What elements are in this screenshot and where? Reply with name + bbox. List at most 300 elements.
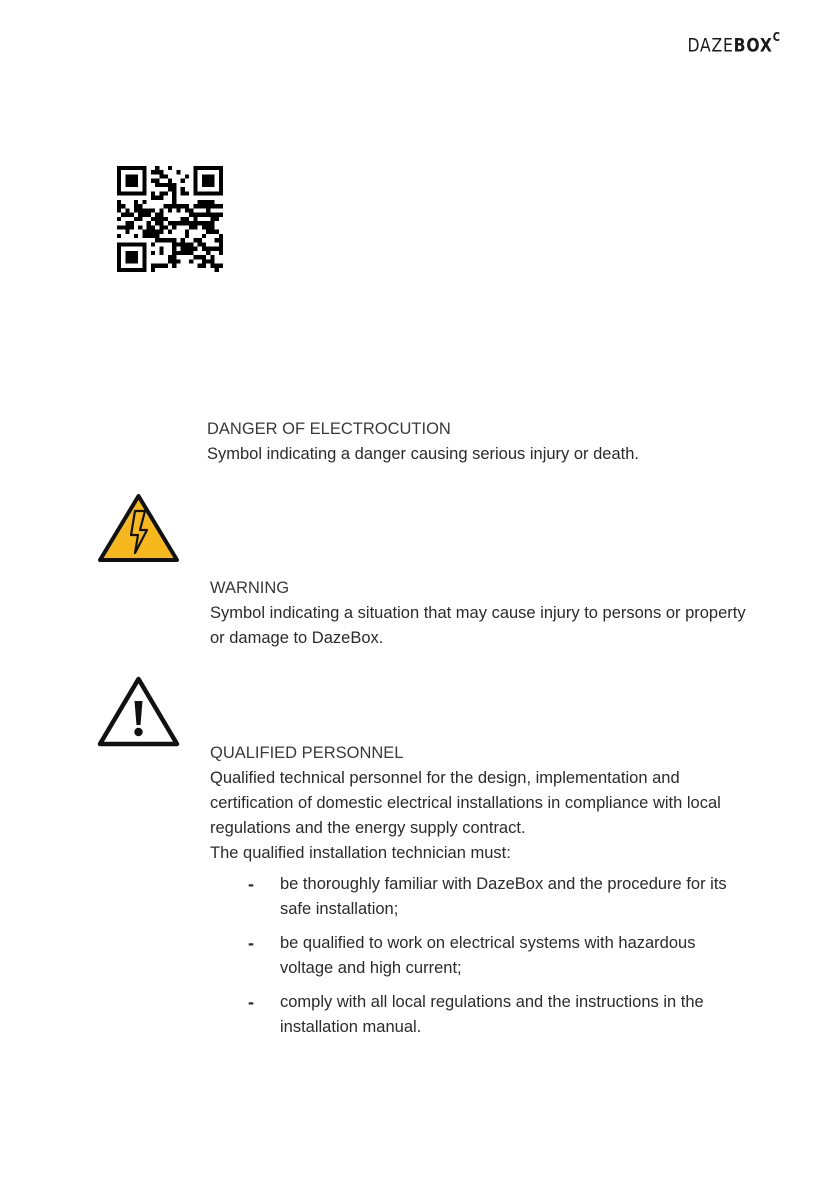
qr-code-icon[interactable] [117, 166, 223, 272]
qr-module [189, 247, 193, 251]
qr-module [176, 259, 180, 263]
qr-module [117, 187, 121, 191]
qr-module [134, 183, 138, 187]
qr-module [121, 242, 125, 246]
list-item: - be qualified to work on electrical systems with hazardous voltage and high current; [248, 933, 696, 977]
qr-module [142, 170, 146, 174]
qr-module [117, 264, 121, 268]
qr-module [155, 179, 159, 183]
qr-module [172, 225, 176, 229]
qr-module [206, 225, 210, 229]
section-heading: DANGER OF ELECTROCUTION [207, 420, 451, 438]
qr-module [134, 200, 138, 204]
qr-module [164, 174, 168, 178]
qr-module [176, 208, 180, 212]
qr-module [219, 179, 223, 183]
qr-module [206, 259, 210, 263]
qr-module [210, 259, 214, 263]
qr-module [125, 221, 129, 225]
qualified-personnel-section [210, 741, 770, 1049]
qr-module [219, 213, 223, 217]
section-text: Symbol indicating a situation that may cause injury to persons or property or damage to DazeBox. [210, 604, 746, 647]
qr-module [210, 264, 214, 268]
qr-module [198, 238, 202, 242]
qr-module [210, 217, 214, 221]
qr-module [134, 268, 138, 272]
qr-module [121, 225, 125, 229]
qr-module [198, 242, 202, 246]
qr-module [193, 213, 197, 217]
qr-module [202, 213, 206, 217]
qr-module [117, 268, 121, 272]
electrocution-warning-icon [97, 493, 180, 563]
qr-module [138, 213, 142, 217]
qr-module [130, 251, 134, 255]
qr-module [202, 259, 206, 263]
qr-module [181, 191, 185, 195]
qr-module [117, 234, 121, 238]
qr-module [125, 259, 129, 263]
qr-module [117, 166, 121, 170]
qr-module [198, 264, 202, 268]
qr-module [210, 225, 214, 229]
qr-module [176, 170, 180, 174]
qr-module [147, 213, 151, 217]
section-heading: WARNING [210, 579, 290, 597]
qr-module [164, 264, 168, 268]
qr-module [215, 230, 219, 234]
qr-module [164, 217, 168, 221]
qr-module [172, 264, 176, 268]
qr-module [189, 221, 193, 225]
qr-module [117, 242, 121, 246]
qr-module [172, 247, 176, 251]
qr-module [219, 247, 223, 251]
qr-module [193, 217, 197, 221]
qr-module [130, 225, 134, 229]
qr-module [142, 259, 146, 263]
qr-module [210, 191, 214, 195]
qr-module [159, 174, 163, 178]
qr-module [159, 247, 163, 251]
qr-module [164, 183, 168, 187]
qr-module [206, 166, 210, 170]
qr-module [210, 221, 214, 225]
qr-module [193, 221, 197, 225]
qr-module [138, 242, 142, 246]
qr-module [117, 247, 121, 251]
qr-module [142, 174, 146, 178]
qr-module [117, 183, 121, 187]
section-text: Symbol indicating a danger causing serious injury or death. [207, 445, 639, 463]
bullet-dash: - [248, 874, 254, 894]
qr-module [210, 200, 214, 204]
qr-module [121, 191, 125, 195]
qr-module [168, 187, 172, 191]
qr-module [210, 183, 214, 187]
qr-module [164, 191, 168, 195]
qr-module [125, 208, 129, 212]
qr-module [185, 174, 189, 178]
qr-module [185, 242, 189, 246]
qr-module [219, 166, 223, 170]
qr-module [181, 238, 185, 242]
qr-module [134, 255, 138, 259]
qr-module [172, 242, 176, 246]
danger-of-electrocution-section [207, 417, 767, 467]
qr-module [142, 213, 146, 217]
qr-module [189, 213, 193, 217]
qr-module [193, 174, 197, 178]
qr-module [130, 174, 134, 178]
qr-module [219, 170, 223, 174]
qr-module [219, 234, 223, 238]
qr-module [172, 259, 176, 263]
qr-module [210, 204, 214, 208]
qr-module [151, 230, 155, 234]
qr-module [168, 183, 172, 187]
warning-section [210, 576, 770, 651]
general-warning-icon [97, 675, 180, 747]
qr-module [189, 208, 193, 212]
qr-module [117, 217, 121, 221]
qr-module [155, 166, 159, 170]
qr-module [138, 191, 142, 195]
qr-module [202, 166, 206, 170]
qr-module [117, 200, 121, 204]
qr-module [193, 238, 197, 242]
qr-module [181, 221, 185, 225]
qr-module [202, 204, 206, 208]
qr-module [125, 251, 129, 255]
qr-module [193, 170, 197, 174]
qr-module [155, 221, 159, 225]
bullet-dash: - [248, 933, 254, 953]
qr-module [134, 174, 138, 178]
qr-module [206, 247, 210, 251]
qr-module [147, 230, 151, 234]
qr-module [172, 221, 176, 225]
qr-module [219, 191, 223, 195]
qr-module [168, 238, 172, 242]
qr-module [210, 255, 214, 259]
qr-module [185, 234, 189, 238]
list-item: - comply with all local regulations and the instructions in the installation manual. [248, 992, 704, 1036]
qr-module [185, 251, 189, 255]
qr-module [134, 166, 138, 170]
qr-module [210, 213, 214, 217]
qr-module [151, 208, 155, 212]
qr-module [142, 183, 146, 187]
qr-module [138, 268, 142, 272]
qr-module [159, 230, 163, 234]
qr-module [164, 225, 168, 229]
qr-module [117, 225, 121, 229]
qr-module [117, 251, 121, 255]
qr-module [168, 166, 172, 170]
qr-module [185, 221, 189, 225]
qr-module [202, 179, 206, 183]
qr-module [138, 208, 142, 212]
qr-module [130, 259, 134, 263]
qr-module [142, 242, 146, 246]
qr-module [206, 213, 210, 217]
qr-module [181, 217, 185, 221]
qr-module [117, 170, 121, 174]
qr-module [172, 200, 176, 204]
qr-module [219, 251, 223, 255]
qr-module [206, 179, 210, 183]
qr-module [125, 166, 129, 170]
section-text: Qualified technical personnel for the design, implementation and certification of domestic electrical installations in compliance with local regulations and the energy supply contract. [210, 769, 721, 837]
qr-module [189, 259, 193, 263]
section-heading: QUALIFIED PERSONNEL [210, 744, 404, 762]
qr-module [185, 191, 189, 195]
qr-module [193, 187, 197, 191]
qr-module [219, 264, 223, 268]
qr-module [151, 217, 155, 221]
qr-module [147, 225, 151, 229]
qr-module [189, 225, 193, 229]
qr-module [176, 242, 180, 246]
qr-module [142, 251, 146, 255]
qr-module [125, 179, 129, 183]
qr-module [159, 238, 163, 242]
qr-module [168, 179, 172, 183]
requirements-list [210, 872, 770, 1040]
qr-module [142, 230, 146, 234]
qr-module [130, 221, 134, 225]
qr-module [193, 183, 197, 187]
qr-module [117, 174, 121, 178]
qr-module [168, 221, 172, 225]
qr-module [215, 191, 219, 195]
qr-module [155, 196, 159, 200]
qr-module [210, 166, 214, 170]
qr-module [155, 217, 159, 221]
qr-module [134, 179, 138, 183]
qr-module [172, 251, 176, 255]
qr-module [117, 255, 121, 259]
qr-module [202, 200, 206, 204]
qr-module [121, 268, 125, 272]
qr-module [168, 208, 172, 212]
qr-module [125, 213, 129, 217]
qr-module [147, 234, 151, 238]
qr-module [159, 191, 163, 195]
qr-module [181, 251, 185, 255]
qr-module [121, 204, 125, 208]
qr-module [151, 268, 155, 272]
qr-module [193, 191, 197, 195]
qr-module [142, 166, 146, 170]
qr-module [151, 179, 155, 183]
qr-module [215, 247, 219, 251]
qr-module [206, 208, 210, 212]
qr-module [138, 217, 142, 221]
qr-module [125, 268, 129, 272]
qr-module [172, 204, 176, 208]
qr-module [155, 234, 159, 238]
qr-module [164, 238, 168, 242]
qr-module [125, 191, 129, 195]
qr-module [215, 213, 219, 217]
qr-module [147, 208, 151, 212]
qr-module [215, 204, 219, 208]
qr-module [181, 204, 185, 208]
bullet-dash: - [248, 992, 254, 1012]
qr-module [159, 213, 163, 217]
qr-module [117, 208, 121, 212]
qr-module [142, 208, 146, 212]
qr-module [151, 191, 155, 195]
qr-module [155, 183, 159, 187]
qr-module [193, 225, 197, 229]
qr-module [142, 268, 146, 272]
qr-module [202, 225, 206, 229]
qr-module [142, 187, 146, 191]
qr-module [215, 268, 219, 272]
qr-module [125, 242, 129, 246]
dazebox-logo: $DAZEBOX^C$ [687, 30, 781, 57]
qr-module [168, 255, 172, 259]
qr-module [117, 191, 121, 195]
qr-module [210, 230, 214, 234]
qr-module [198, 255, 202, 259]
qr-module [159, 208, 163, 212]
qr-module [134, 208, 138, 212]
qr-module [138, 204, 142, 208]
qr-module [219, 238, 223, 242]
list-item: - be thoroughly familiar with DazeBox and the procedure for its safe installation; [248, 874, 727, 918]
qr-module [215, 166, 219, 170]
qr-module [219, 204, 223, 208]
qr-module [181, 179, 185, 183]
qr-module [134, 204, 138, 208]
qr-module [142, 191, 146, 195]
qr-module [185, 217, 189, 221]
qr-module [134, 259, 138, 263]
qr-module [125, 255, 129, 259]
qr-module [130, 213, 134, 217]
qr-module [159, 196, 163, 200]
qr-module [202, 264, 206, 268]
qr-module [138, 225, 142, 229]
qr-module [142, 234, 146, 238]
qr-module [130, 179, 134, 183]
qr-module [117, 259, 121, 263]
qr-module [147, 221, 151, 225]
qr-module [130, 191, 134, 195]
qr-module [125, 225, 129, 229]
qr-module [125, 230, 129, 234]
qr-module [155, 170, 159, 174]
qr-module [151, 170, 155, 174]
qr-module [130, 268, 134, 272]
qr-module [159, 221, 163, 225]
list-intro: The qualified installation technician must: [210, 844, 511, 862]
qr-module [138, 166, 142, 170]
qr-module [206, 204, 210, 208]
qr-module [189, 242, 193, 246]
qr-module [198, 204, 202, 208]
qr-module [193, 166, 197, 170]
qr-module [176, 204, 180, 208]
qr-module [202, 183, 206, 187]
qr-module [151, 234, 155, 238]
qr-module [142, 264, 146, 268]
qr-module [134, 251, 138, 255]
qr-module [130, 242, 134, 246]
qr-module [210, 247, 214, 251]
qr-module [206, 183, 210, 187]
qr-module [189, 251, 193, 255]
qr-module [206, 200, 210, 204]
qr-module [134, 234, 138, 238]
qr-module [117, 179, 121, 183]
qr-module [198, 166, 202, 170]
qr-module [185, 247, 189, 251]
qr-module [151, 196, 155, 200]
qr-module [130, 183, 134, 187]
qr-module [172, 187, 176, 191]
qr-module [181, 247, 185, 251]
qr-module [176, 251, 180, 255]
qr-module [159, 170, 163, 174]
qr-module [210, 174, 214, 178]
qr-module [125, 183, 129, 187]
qr-module [181, 187, 185, 191]
qr-module [219, 187, 223, 191]
qr-module [193, 247, 197, 251]
qr-module [185, 230, 189, 234]
qr-module [172, 255, 176, 259]
qr-module [142, 200, 146, 204]
qr-module [219, 183, 223, 187]
qr-module [202, 174, 206, 178]
qr-module [193, 179, 197, 183]
qr-module [159, 225, 163, 229]
qr-module [202, 221, 206, 225]
qr-module [155, 264, 159, 268]
qr-module [155, 213, 159, 217]
qr-module [159, 264, 163, 268]
qr-module [151, 251, 155, 255]
qr-module [151, 264, 155, 268]
qr-module [172, 183, 176, 187]
qr-module [206, 251, 210, 255]
qr-module [159, 251, 163, 255]
qr-module [117, 204, 121, 208]
qr-module [185, 208, 189, 212]
qr-module [159, 183, 163, 187]
qr-module [202, 255, 206, 259]
qr-module [134, 191, 138, 195]
qr-module [193, 204, 197, 208]
qr-module [215, 264, 219, 268]
qr-module [219, 242, 223, 246]
qr-module [155, 230, 159, 234]
qr-module [130, 255, 134, 259]
qr-module [134, 242, 138, 246]
qr-module [215, 217, 219, 221]
qr-module [215, 238, 219, 242]
qr-module [206, 230, 210, 234]
qr-module [202, 191, 206, 195]
qr-module [202, 234, 206, 238]
qr-module [219, 174, 223, 178]
qr-module [142, 255, 146, 259]
